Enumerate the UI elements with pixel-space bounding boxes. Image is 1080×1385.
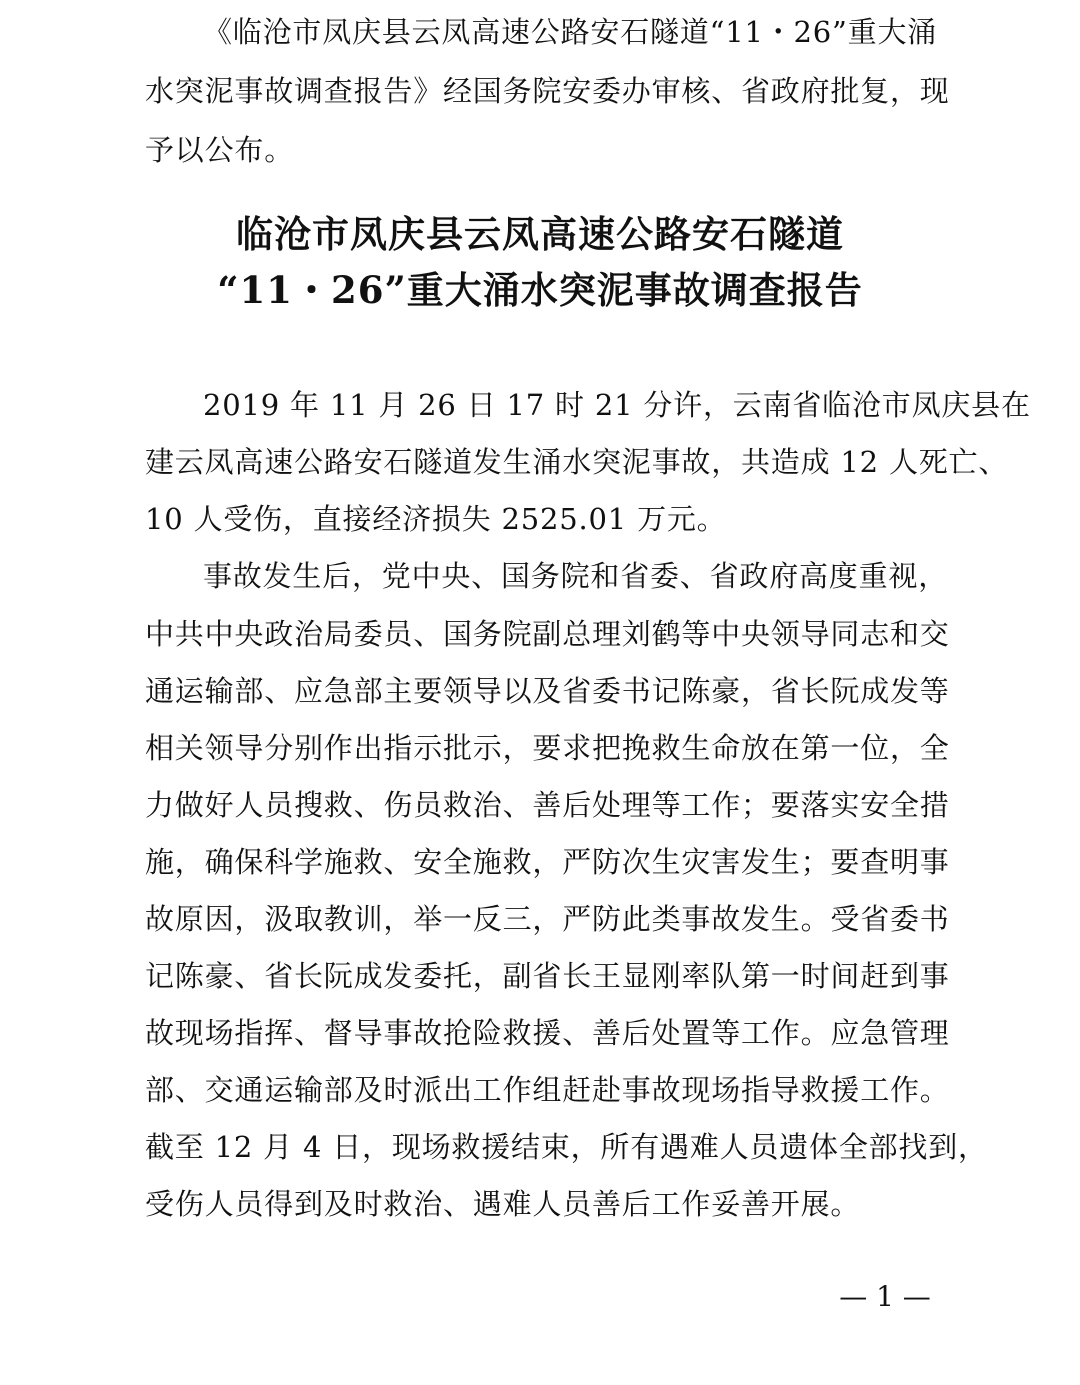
paragraph2-line-7: 故原因，汲取教训，举一反三，严防此类事故发生。受省委书	[145, 902, 950, 936]
paragraph2-line-9: 故现场指挥、督导事故抢险救援、善后处置等工作。应急管理	[145, 1016, 950, 1050]
paragraph2-line-4: 相关领导分别作出指示批示，要求把挽救生命放在第一位，全	[145, 731, 950, 765]
paragraph2-line-10: 部、交通运输部及时派出工作组赶赴事故现场指导救援工作。	[145, 1073, 950, 1107]
intro-line-3: 予以公布。	[145, 133, 295, 167]
paragraph1-line-2: 建云凤高速公路安石隧道发生涌水突泥事故，共造成 12 人死亡、	[145, 445, 1009, 479]
paragraph2-line-2: 中共中央政治局委员、国务院副总理刘鹤等中央领导同志和交	[145, 617, 950, 651]
paragraph2-line-11: 截至 12 月 4 日，现场救援结束，所有遇难人员遗体全部找到，	[145, 1130, 988, 1164]
paragraph1-line-1: 2019 年 11 月 26 日 17 时 21 分许，云南省临沧市凤庆县在	[203, 388, 1031, 422]
intro-line-2: 水突泥事故调查报告》经国务院安委办审核、省政府批复，现	[145, 74, 950, 108]
paragraph2-line-3: 通运输部、应急部主要领导以及省委书记陈豪，省长阮成发等	[145, 674, 950, 708]
paragraph2-line-12: 受伤人员得到及时救治、遇难人员善后工作妥善开展。	[145, 1187, 861, 1221]
paragraph1-line-3: 10 人受伤，直接经济损失 2525.01 万元。	[145, 502, 727, 536]
paragraph2-line-5: 力做好人员搜救、伤员救治、善后处理等工作；要落实安全措	[145, 788, 950, 822]
intro-line-1: 《临沧市凤庆县云凤高速公路安石隧道“11・26”重大涌	[203, 15, 938, 49]
paragraph2-line-1: 事故发生后，党中央、国务院和省委、省政府高度重视，	[203, 559, 949, 593]
report-title-line-1: 临沧市凤庆县云凤高速公路安石隧道	[236, 212, 844, 256]
paragraph2-line-6: 施，确保科学施救、安全施救，严防次生灾害发生；要查明事	[145, 845, 950, 879]
report-title-line-2: “11・26”重大涌水突泥事故调查报告	[217, 268, 863, 312]
page-number: — 1 —	[839, 1280, 931, 1313]
paragraph2-line-8: 记陈豪、省长阮成发委托，副省长王显刚率队第一时间赶到事	[145, 959, 950, 993]
